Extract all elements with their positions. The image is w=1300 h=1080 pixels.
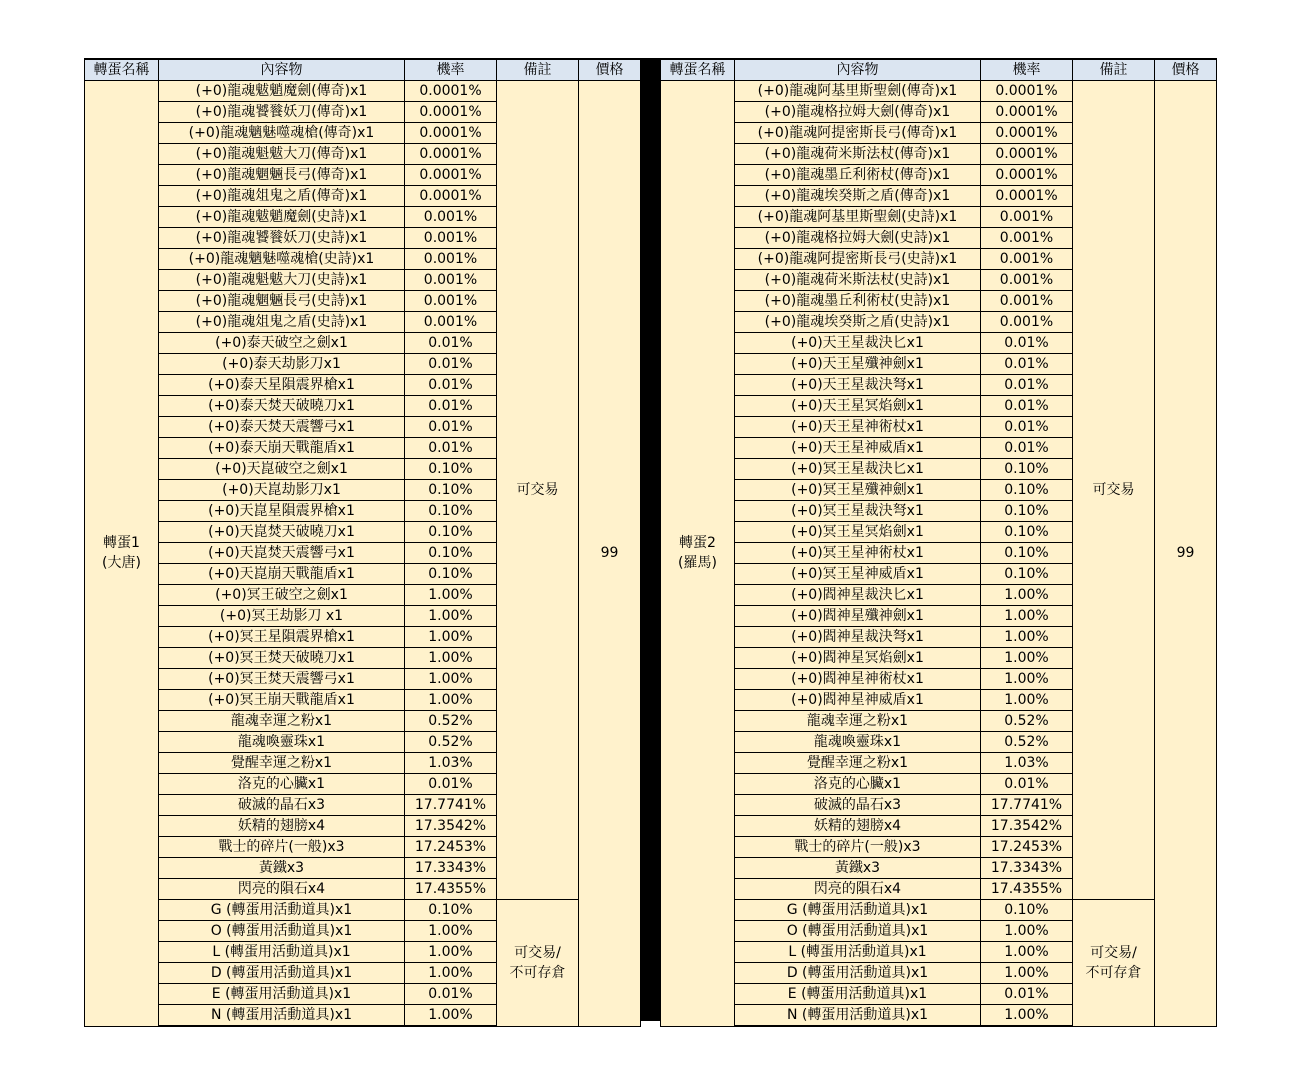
- item-cell: (+0)龍魂魍魎長弓(傳奇)x1: [159, 165, 405, 186]
- item-cell: 洛克的心臟x1: [159, 774, 405, 795]
- rate-cell: 0.01%: [981, 396, 1073, 417]
- table-header-row: [85, 59, 641, 81]
- note-tradable: 可交易: [497, 81, 579, 900]
- item-cell: 覺醒幸運之粉x1: [159, 753, 405, 774]
- table-row: [661, 900, 1217, 921]
- item-cell: O (轉蛋用活動道具)x1: [735, 921, 981, 942]
- item-cell: (+0)冥王星神術杖x1: [735, 543, 981, 564]
- rate-cell: 1.00%: [981, 942, 1073, 963]
- note-tradable-no-storage-line2: 不可存倉: [1085, 964, 1142, 981]
- item-cell: (+0)冥王焚天破曉刀x1: [159, 648, 405, 669]
- item-cell: (+0)天崑崩天戰龍盾x1: [159, 564, 405, 585]
- item-cell: (+0)冥王星隕震界槍x1: [159, 627, 405, 648]
- rate-cell: 0.0001%: [405, 165, 497, 186]
- rate-cell: 0.0001%: [405, 102, 497, 123]
- rate-cell: 0.0001%: [405, 186, 497, 207]
- rate-cell: 0.10%: [981, 501, 1073, 522]
- item-cell: (+0)泰天星隕震界槍x1: [159, 375, 405, 396]
- rate-cell: 0.10%: [981, 543, 1073, 564]
- item-cell: (+0)龍魂阿提密斯長弓(史詩)x1: [735, 249, 981, 270]
- rate-cell: 0.01%: [981, 417, 1073, 438]
- rate-cell: 17.7741%: [405, 795, 497, 816]
- rate-cell: 0.0001%: [405, 144, 497, 165]
- item-cell: (+0)冥王星殲神劍x1: [735, 480, 981, 501]
- rate-cell: 0.0001%: [981, 186, 1073, 207]
- rate-cell: 1.00%: [405, 627, 497, 648]
- rate-cell: 0.001%: [981, 291, 1073, 312]
- rate-cell: 0.001%: [405, 312, 497, 333]
- rate-cell: 0.10%: [981, 522, 1073, 543]
- item-cell: (+0)閻神星神術杖x1: [735, 669, 981, 690]
- note-tradable-no-storage: [1073, 900, 1155, 1027]
- rate-cell: 17.3542%: [405, 816, 497, 837]
- item-cell: N (轉蛋用活動道具)x1: [735, 1005, 981, 1027]
- item-cell: D (轉蛋用活動道具)x1: [159, 963, 405, 984]
- item-cell: (+0)泰天焚天破曉刀x1: [159, 396, 405, 417]
- rate-cell: 0.10%: [981, 480, 1073, 501]
- rate-cell: 0.001%: [405, 207, 497, 228]
- rate-cell: 1.00%: [981, 585, 1073, 606]
- rate-cell: 0.52%: [405, 732, 497, 753]
- header-rate: 機率: [981, 59, 1073, 81]
- item-cell: (+0)龍魂俎鬼之盾(史詩)x1: [159, 312, 405, 333]
- item-cell: (+0)龍魂魁魃大刀(傳奇)x1: [159, 144, 405, 165]
- rate-cell: 1.00%: [981, 690, 1073, 711]
- item-cell: 龍魂幸運之粉x1: [735, 711, 981, 732]
- item-cell: (+0)龍魂埃癸斯之盾(史詩)x1: [735, 312, 981, 333]
- rate-cell: 0.001%: [981, 270, 1073, 291]
- table-row: [85, 900, 641, 921]
- rate-cell: 0.01%: [981, 333, 1073, 354]
- item-cell: (+0)天崑焚天震響弓x1: [159, 543, 405, 564]
- item-cell: G (轉蛋用活動道具)x1: [735, 900, 981, 921]
- rate-cell: 1.00%: [405, 669, 497, 690]
- rate-cell: 0.0001%: [405, 123, 497, 144]
- item-cell: L (轉蛋用活動道具)x1: [159, 942, 405, 963]
- item-cell: (+0)龍魂荷米斯法杖(傳奇)x1: [735, 144, 981, 165]
- item-cell: L (轉蛋用活動道具)x1: [735, 942, 981, 963]
- rate-cell: 1.00%: [981, 669, 1073, 690]
- note-tradable: 可交易: [1073, 81, 1155, 900]
- rate-cell: 0.001%: [981, 312, 1073, 333]
- item-cell: (+0)龍魂饕餮妖刀(傳奇)x1: [159, 102, 405, 123]
- rate-cell: 1.00%: [981, 1005, 1073, 1027]
- rate-cell: 17.7741%: [981, 795, 1073, 816]
- item-cell: 龍魂幸運之粉x1: [159, 711, 405, 732]
- rate-cell: 0.001%: [405, 228, 497, 249]
- item-cell: 黃鐵x3: [159, 858, 405, 879]
- item-cell: (+0)冥王星裁決匕x1: [735, 459, 981, 480]
- item-cell: (+0)龍魂阿基里斯聖劍(傳奇)x1: [735, 81, 981, 102]
- item-cell: (+0)龍魂魑魅噬魂槍(史詩)x1: [159, 249, 405, 270]
- item-cell: (+0)龍魂格拉姆大劍(傳奇)x1: [735, 102, 981, 123]
- item-cell: (+0)天崑焚天破曉刀x1: [159, 522, 405, 543]
- rate-cell: 0.10%: [981, 900, 1073, 921]
- rate-cell: 1.00%: [981, 648, 1073, 669]
- item-cell: (+0)龍魂饕餮妖刀(史詩)x1: [159, 228, 405, 249]
- rate-cell: 1.00%: [405, 921, 497, 942]
- table-row: [661, 81, 1217, 102]
- rate-cell: 0.01%: [405, 354, 497, 375]
- item-cell: (+0)閻神星神威盾x1: [735, 690, 981, 711]
- rate-cell: 0.0001%: [981, 144, 1073, 165]
- rate-cell: 1.00%: [405, 690, 497, 711]
- rate-cell: 1.00%: [405, 1005, 497, 1027]
- header-price: 價格: [1155, 59, 1217, 81]
- gacha-name-cell-line2: (大唐): [102, 555, 141, 572]
- item-cell: (+0)泰天崩天戰龍盾x1: [159, 438, 405, 459]
- item-cell: 龍魂喚靈珠x1: [735, 732, 981, 753]
- gacha-name-cell-line1: 轉蛋1: [103, 535, 140, 552]
- rate-cell: 0.001%: [405, 291, 497, 312]
- rate-cell: 1.00%: [405, 648, 497, 669]
- rate-cell: 0.52%: [981, 732, 1073, 753]
- rate-cell: 17.4355%: [981, 879, 1073, 900]
- item-cell: (+0)閻神星殲神劍x1: [735, 606, 981, 627]
- item-cell: 閃亮的隕石x4: [735, 879, 981, 900]
- item-cell: (+0)天王星裁決弩x1: [735, 375, 981, 396]
- item-cell: (+0)龍魂墨丘利術杖(傳奇)x1: [735, 165, 981, 186]
- price-cell: 99: [1155, 81, 1217, 1027]
- rate-cell: 0.10%: [405, 480, 497, 501]
- item-cell: (+0)冥王焚天震響弓x1: [159, 669, 405, 690]
- rate-cell: 0.01%: [405, 333, 497, 354]
- item-cell: (+0)天崑破空之劍x1: [159, 459, 405, 480]
- item-cell: (+0)龍魂埃癸斯之盾(傳奇)x1: [735, 186, 981, 207]
- item-cell: 破滅的晶石x3: [159, 795, 405, 816]
- table-divider: [640, 58, 660, 1021]
- rate-cell: 0.01%: [405, 417, 497, 438]
- rate-cell: 1.03%: [981, 753, 1073, 774]
- item-cell: (+0)冥王破空之劍x1: [159, 585, 405, 606]
- rate-cell: 0.01%: [981, 984, 1073, 1005]
- item-cell: (+0)泰天破空之劍x1: [159, 333, 405, 354]
- rate-cell: 1.00%: [981, 627, 1073, 648]
- rate-cell: 1.00%: [981, 963, 1073, 984]
- rate-cell: 0.10%: [981, 459, 1073, 480]
- rate-cell: 0.01%: [981, 438, 1073, 459]
- rate-cell: 0.0001%: [981, 123, 1073, 144]
- item-cell: (+0)龍魂阿基里斯聖劍(史詩)x1: [735, 207, 981, 228]
- item-cell: (+0)天王星冥焰劍x1: [735, 396, 981, 417]
- rate-cell: 0.10%: [405, 522, 497, 543]
- rate-cell: 0.10%: [405, 501, 497, 522]
- rate-cell: 1.03%: [405, 753, 497, 774]
- item-cell: N (轉蛋用活動道具)x1: [159, 1005, 405, 1027]
- note-tradable-no-storage-line1: 可交易/: [514, 944, 561, 961]
- item-cell: (+0)冥王劫影刀 x1: [159, 606, 405, 627]
- item-cell: (+0)天王星神術杖x1: [735, 417, 981, 438]
- item-cell: (+0)龍魂阿提密斯長弓(傳奇)x1: [735, 123, 981, 144]
- item-cell: 龍魂喚靈珠x1: [159, 732, 405, 753]
- item-cell: 覺醒幸運之粉x1: [735, 753, 981, 774]
- item-cell: (+0)龍魂魃魈魔劍(傳奇)x1: [159, 81, 405, 102]
- gacha-name-cell: [661, 81, 735, 1027]
- table-row: [85, 81, 641, 102]
- gacha-table-2: [660, 58, 1217, 1027]
- header-gacha-name: 轉蛋名稱: [661, 59, 735, 81]
- item-cell: 妖精的翅膀x4: [735, 816, 981, 837]
- rate-cell: 17.4355%: [405, 879, 497, 900]
- item-cell: D (轉蛋用活動道具)x1: [735, 963, 981, 984]
- item-cell: (+0)泰天劫影刀x1: [159, 354, 405, 375]
- item-cell: 戰士的碎片(一般)x3: [159, 837, 405, 858]
- table-header-row: [661, 59, 1217, 81]
- rate-cell: 0.001%: [405, 270, 497, 291]
- note-tradable-no-storage-line1: 可交易/: [1090, 944, 1137, 961]
- item-cell: (+0)閻神星裁決弩x1: [735, 627, 981, 648]
- item-cell: (+0)龍魂魍魎長弓(史詩)x1: [159, 291, 405, 312]
- rate-cell: 0.10%: [405, 459, 497, 480]
- header-note: 備註: [1073, 59, 1155, 81]
- item-cell: O (轉蛋用活動道具)x1: [159, 921, 405, 942]
- item-cell: (+0)閻神星冥焰劍x1: [735, 648, 981, 669]
- rate-cell: 0.52%: [405, 711, 497, 732]
- item-cell: (+0)天崑劫影刀x1: [159, 480, 405, 501]
- gacha-name-cell-line2: (羅馬): [678, 555, 717, 572]
- rate-cell: 0.0001%: [981, 165, 1073, 186]
- header-price: 價格: [579, 59, 641, 81]
- item-cell: (+0)龍魂魑魅噬魂槍(傳奇)x1: [159, 123, 405, 144]
- item-cell: (+0)龍魂魃魈魔劍(史詩)x1: [159, 207, 405, 228]
- rate-cell: 0.0001%: [405, 81, 497, 102]
- item-cell: (+0)龍魂格拉姆大劍(史詩)x1: [735, 228, 981, 249]
- rate-cell: 17.2453%: [981, 837, 1073, 858]
- item-cell: 洛克的心臟x1: [735, 774, 981, 795]
- header-rate: 機率: [405, 59, 497, 81]
- item-cell: 妖精的翅膀x4: [159, 816, 405, 837]
- rate-cell: 1.00%: [405, 963, 497, 984]
- rate-cell: 1.00%: [405, 585, 497, 606]
- item-cell: (+0)閻神星裁決匕x1: [735, 585, 981, 606]
- rate-cell: 1.00%: [405, 942, 497, 963]
- item-cell: E (轉蛋用活動道具)x1: [159, 984, 405, 1005]
- item-cell: G (轉蛋用活動道具)x1: [159, 900, 405, 921]
- gacha-table-1: [84, 58, 641, 1027]
- rate-cell: 17.3542%: [981, 816, 1073, 837]
- rate-cell: 0.01%: [981, 774, 1073, 795]
- rate-cell: 0.001%: [981, 207, 1073, 228]
- item-cell: (+0)冥王星冥焰劍x1: [735, 522, 981, 543]
- rate-cell: 0.0001%: [981, 81, 1073, 102]
- rate-cell: 0.001%: [981, 228, 1073, 249]
- rate-cell: 0.01%: [405, 396, 497, 417]
- rate-cell: 0.001%: [405, 249, 497, 270]
- rate-cell: 0.001%: [981, 249, 1073, 270]
- item-cell: (+0)龍魂荷米斯法杖(史詩)x1: [735, 270, 981, 291]
- rate-cell: 0.01%: [405, 375, 497, 396]
- gacha-name-cell: [85, 81, 159, 1027]
- item-cell: 破滅的晶石x3: [735, 795, 981, 816]
- rate-cell: 0.10%: [405, 900, 497, 921]
- rate-cell: 0.01%: [405, 984, 497, 1005]
- item-cell: E (轉蛋用活動道具)x1: [735, 984, 981, 1005]
- item-cell: 戰士的碎片(一般)x3: [735, 837, 981, 858]
- rate-cell: 17.3343%: [981, 858, 1073, 879]
- item-cell: 閃亮的隕石x4: [159, 879, 405, 900]
- rate-cell: 0.01%: [405, 438, 497, 459]
- item-cell: (+0)龍魂魁魃大刀(史詩)x1: [159, 270, 405, 291]
- rate-cell: 17.2453%: [405, 837, 497, 858]
- rate-cell: 1.00%: [405, 606, 497, 627]
- rate-cell: 0.01%: [405, 774, 497, 795]
- item-cell: (+0)龍魂墨丘利術杖(史詩)x1: [735, 291, 981, 312]
- header-contents: 內容物: [735, 59, 981, 81]
- rate-cell: 1.00%: [981, 606, 1073, 627]
- rate-cell: 0.52%: [981, 711, 1073, 732]
- header-gacha-name: 轉蛋名稱: [85, 59, 159, 81]
- note-tradable-no-storage: [497, 900, 579, 1027]
- item-cell: (+0)龍魂俎鬼之盾(傳奇)x1: [159, 186, 405, 207]
- note-tradable-no-storage-line2: 不可存倉: [509, 964, 566, 981]
- item-cell: (+0)天崑星隕震界槍x1: [159, 501, 405, 522]
- item-cell: (+0)泰天焚天震響弓x1: [159, 417, 405, 438]
- header-note: 備註: [497, 59, 579, 81]
- rate-cell: 0.10%: [405, 543, 497, 564]
- item-cell: (+0)冥王星裁決弩x1: [735, 501, 981, 522]
- price-cell: 99: [579, 81, 641, 1027]
- gacha-name-cell-line1: 轉蛋2: [679, 535, 716, 552]
- rate-cell: 0.01%: [981, 354, 1073, 375]
- rate-cell: 1.00%: [981, 921, 1073, 942]
- item-cell: (+0)天王星殲神劍x1: [735, 354, 981, 375]
- rate-cell: 17.3343%: [405, 858, 497, 879]
- header-contents: 內容物: [159, 59, 405, 81]
- rate-cell: 0.01%: [981, 375, 1073, 396]
- item-cell: (+0)天王星神威盾x1: [735, 438, 981, 459]
- item-cell: (+0)冥王崩天戰龍盾x1: [159, 690, 405, 711]
- item-cell: (+0)冥王星神威盾x1: [735, 564, 981, 585]
- rate-cell: 0.10%: [981, 564, 1073, 585]
- rate-cell: 0.10%: [405, 564, 497, 585]
- item-cell: 黃鐵x3: [735, 858, 981, 879]
- item-cell: (+0)天王星裁決匕x1: [735, 333, 981, 354]
- rate-cell: 0.0001%: [981, 102, 1073, 123]
